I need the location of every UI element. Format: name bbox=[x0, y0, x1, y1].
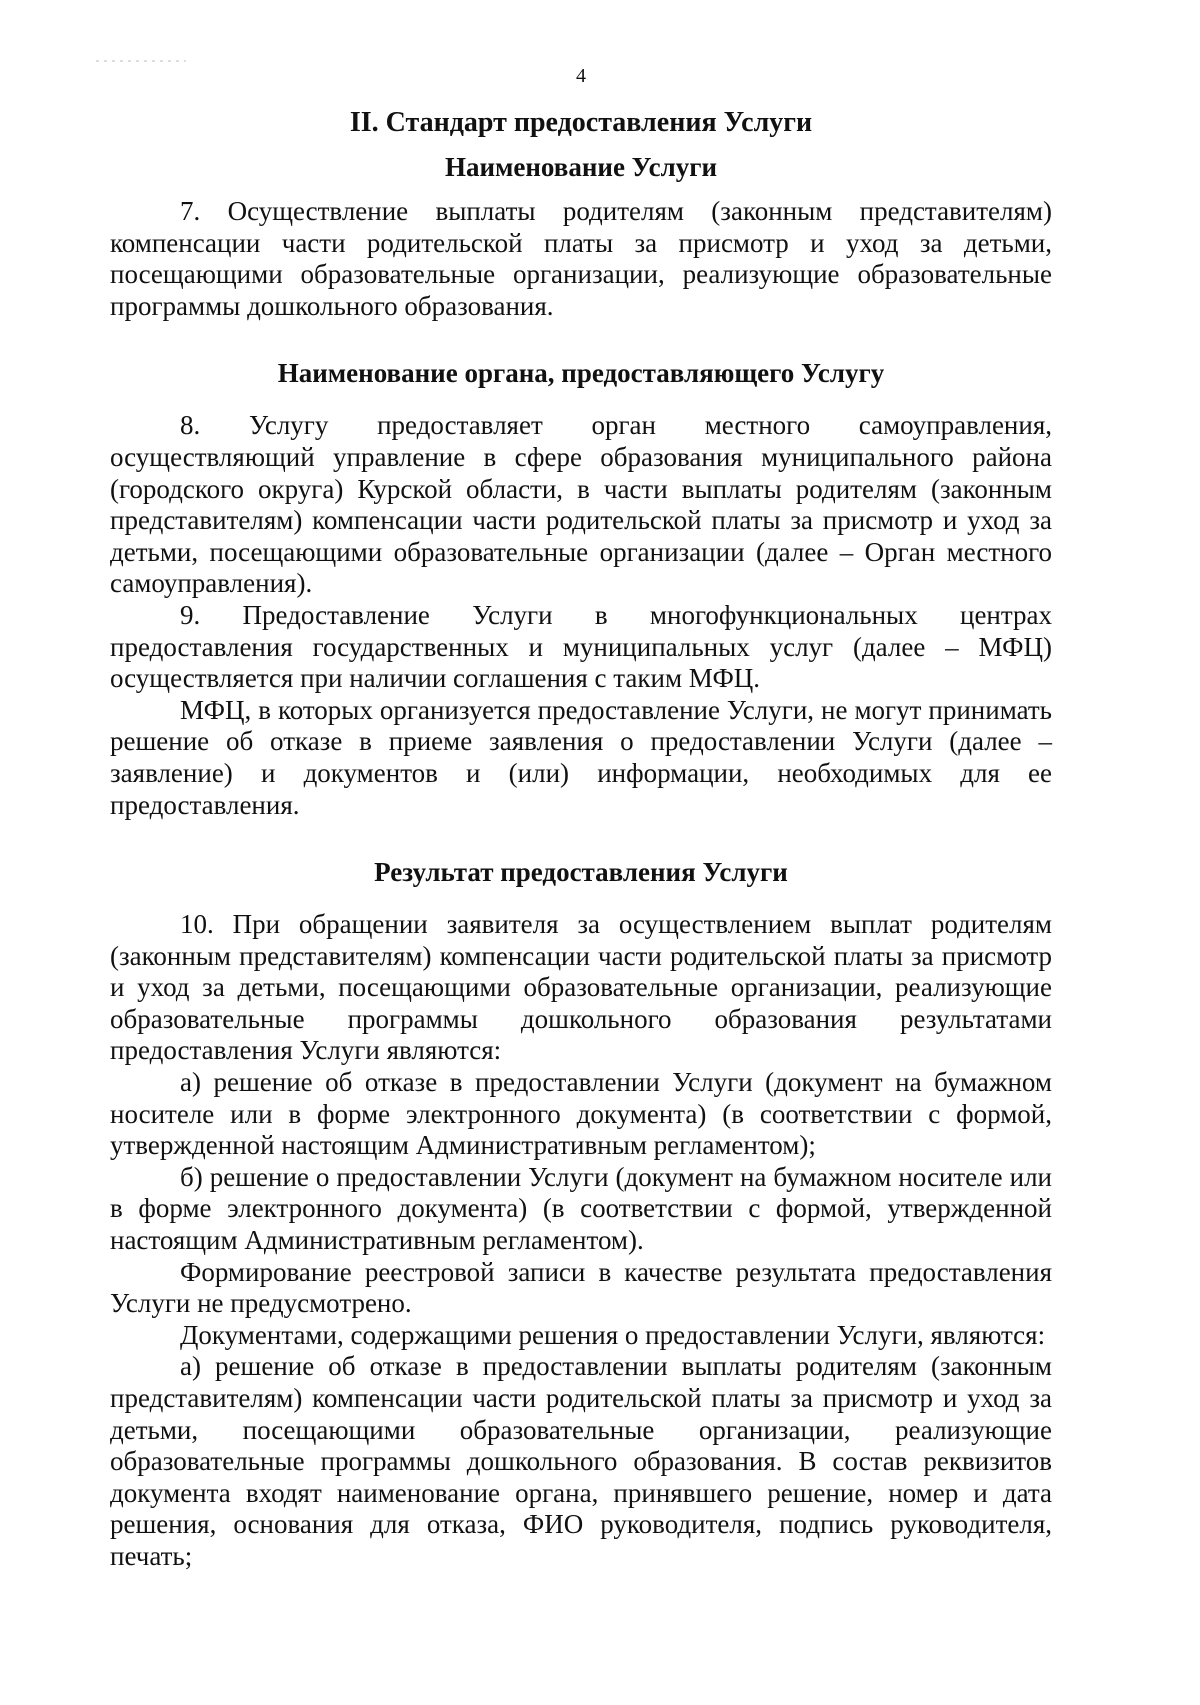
paragraph-10: 10. При обращении заявителя за осуществлением выплат родителям (законным представителям) компенсации части родительской платы за присмотр и уход за детьми, посещающими образовательные организации, реализующие образовательные программы дошкольного образования результатами предоставления Услуги являются: bbox=[110, 909, 1052, 1066]
scan-artifact bbox=[96, 60, 186, 62]
paragraph-10b: б) решение о предоставлении Услуги (документ на бумажном носителе или в форме электронного документа) (в соответствии с формой, утвержденной настоящим Административным регламентом). bbox=[110, 1161, 1052, 1256]
paragraph-registry: Формирование реестровой записи в качестве результата предоставления Услуги не предусмотрено. bbox=[110, 1256, 1052, 1319]
page-number: 4 bbox=[576, 65, 586, 87]
heading-service-result: Результат предоставления Услуги bbox=[374, 857, 788, 888]
heading-service-name: Наименование Услуги bbox=[444, 152, 718, 182]
paragraph-7: 7. Осуществление выплаты родителям (законным представителям) компенсации части родительской платы за присмотр и уход за детьми, посещающими образовательные организации, реализующие образовательные программы дошкольного образования. bbox=[110, 196, 1052, 321]
heading-providing-body: Наименование органа, предоставляющего Услугу bbox=[277, 358, 885, 389]
paragraph-8: 8. Услугу предоставляет орган местного самоуправления, осуществляющий управление в сфере образования муниципального района (городского округа) Курской области, в части выплаты родителям (законным представителям) компенсации части родительской платы за присмотр и уход за детьми, посещающими образовательные организации (далее – Орган местного самоуправления). bbox=[110, 410, 1052, 599]
paragraph-documents-a: а) решение об отказе в предоставлении выплаты родителям (законным представителям) компенсации части родительской платы за присмотр и уход за детьми, посещающими образовательные организации, реализующие образовательные программы дошкольного образования. В состав реквизитов документа входят наименование органа, принявшего решение, номер и дата решения, основания для отказа, ФИО руководителя, подпись руководителя, печать; bbox=[110, 1351, 1052, 1571]
paragraph-mfc: МФЦ, в которых организуется предоставление Услуги, не могут принимать решение об отказе в приеме заявления о предоставлении Услуги (далее – заявление) и документов и (или) информации, необходимых для ее предоставления. bbox=[110, 694, 1052, 820]
paragraph-documents: Документами, содержащими решения о предоставлении Услуги, являются: bbox=[180, 1319, 1046, 1350]
paragraph-10a: а) решение об отказе в предоставлении Услуги (документ на бумажном носителе или в форме электронного документа) (в соответствии с формой, утвержденной настоящим Административным регламентом); bbox=[110, 1067, 1052, 1161]
paragraph-9: 9. Предоставление Услуги в многофункциональных центрах предоставления государственных и муниципальных услуг (далее – МФЦ) осуществляется при наличии соглашения с таким МФЦ. bbox=[110, 599, 1052, 694]
section-title: II. Стандарт предоставления Услуги bbox=[349, 107, 813, 138]
